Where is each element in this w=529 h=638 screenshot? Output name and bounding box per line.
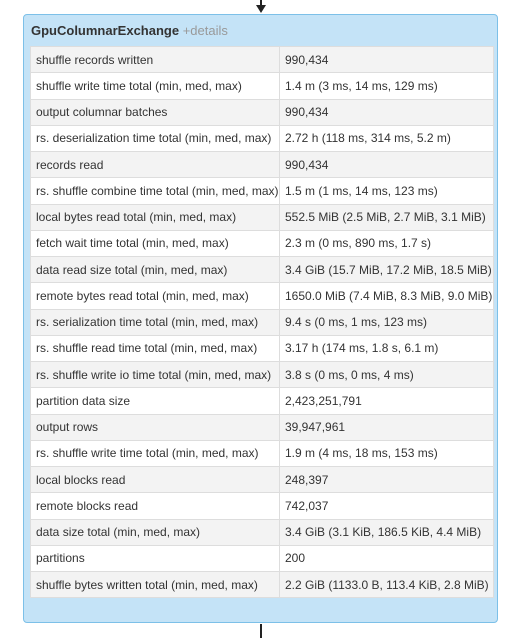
metric-name: rs. serialization time total (min, med, max) (31, 309, 280, 335)
metric-name: partitions (31, 545, 280, 571)
node-title: GpuColumnarExchange (31, 23, 180, 38)
outgoing-edge (260, 624, 262, 638)
metric-name: shuffle write time total (min, med, max) (31, 73, 280, 99)
metric-name: fetch wait time total (min, med, max) (31, 230, 280, 256)
metric-value: 3.4 GiB (15.7 MiB, 17.2 MiB, 18.5 MiB) (280, 257, 494, 283)
metric-name: rs. shuffle write io time total (min, med, max) (31, 362, 280, 388)
metric-value: 1.9 m (4 ms, 18 ms, 153 ms) (280, 440, 494, 466)
metric-value: 248,397 (280, 467, 494, 493)
metric-value: 200 (280, 545, 494, 571)
metric-value: 990,434 (280, 47, 494, 73)
metric-row (31, 572, 494, 598)
metric-name: records read (31, 152, 280, 178)
metric-value: 2,423,251,791 (280, 388, 494, 414)
metric-name: rs. deserialization time total (min, med, max) (31, 125, 280, 151)
metric-name: partition data size (31, 388, 280, 414)
metric-value: 3.17 h (174 ms, 1.8 s, 6.1 m) (280, 335, 494, 361)
metric-value: 2.72 h (118 ms, 314 ms, 5.2 m) (280, 125, 494, 151)
metric-value: 742,037 (280, 493, 494, 519)
metric-row (31, 99, 494, 125)
metric-row (31, 257, 494, 283)
metric-value: 990,434 (280, 99, 494, 125)
metric-name: rs. shuffle combine time total (min, med, max) (31, 178, 280, 204)
metric-name: local bytes read total (min, med, max) (31, 204, 280, 230)
metric-name: shuffle records written (31, 47, 280, 73)
metric-value: 9.4 s (0 ms, 1 ms, 123 ms) (280, 309, 494, 335)
details-toggle-link[interactable]: +details (182, 23, 228, 38)
metric-name: output columnar batches (31, 99, 280, 125)
exchange-node[interactable] (23, 14, 498, 623)
node-header (31, 23, 228, 38)
metric-row (31, 309, 494, 335)
metric-name: data read size total (min, med, max) (31, 257, 280, 283)
metric-name: shuffle bytes written total (min, med, max) (31, 572, 280, 598)
metric-row (31, 440, 494, 466)
metric-row (31, 178, 494, 204)
metric-value: 39,947,961 (280, 414, 494, 440)
metric-row (31, 335, 494, 361)
metric-row (31, 388, 494, 414)
metric-row (31, 362, 494, 388)
metric-value: 990,434 (280, 152, 494, 178)
arrow-down-icon (256, 5, 266, 13)
metric-value: 3.8 s (0 ms, 0 ms, 4 ms) (280, 362, 494, 388)
metric-row (31, 545, 494, 571)
metric-value: 1.4 m (3 ms, 14 ms, 129 ms) (280, 73, 494, 99)
metric-name: rs. shuffle write time total (min, med, max) (31, 440, 280, 466)
metric-row (31, 47, 494, 73)
metric-row (31, 283, 494, 309)
metric-name: local blocks read (31, 467, 280, 493)
metric-row (31, 204, 494, 230)
metrics-table (30, 46, 494, 598)
metric-value: 2.3 m (0 ms, 890 ms, 1.7 s) (280, 230, 494, 256)
metric-row (31, 230, 494, 256)
metric-value: 552.5 MiB (2.5 MiB, 2.7 MiB, 3.1 MiB) (280, 204, 494, 230)
metric-value: 1650.0 MiB (7.4 MiB, 8.3 MiB, 9.0 MiB) (280, 283, 494, 309)
metric-row (31, 467, 494, 493)
metric-value: 1.5 m (1 ms, 14 ms, 123 ms) (280, 178, 494, 204)
metric-row (31, 414, 494, 440)
metric-name: remote blocks read (31, 493, 280, 519)
metric-row (31, 73, 494, 99)
metric-row (31, 152, 494, 178)
metric-row (31, 519, 494, 545)
metric-name: rs. shuffle read time total (min, med, max) (31, 335, 280, 361)
metric-name: output rows (31, 414, 280, 440)
metric-value: 2.2 GiB (1133.0 B, 113.4 KiB, 2.8 MiB) (280, 572, 494, 598)
metric-name: data size total (min, med, max) (31, 519, 280, 545)
metric-name: remote bytes read total (min, med, max) (31, 283, 280, 309)
metric-row (31, 125, 494, 151)
metric-value: 3.4 GiB (3.1 KiB, 186.5 KiB, 4.4 MiB) (280, 519, 494, 545)
metric-row (31, 493, 494, 519)
